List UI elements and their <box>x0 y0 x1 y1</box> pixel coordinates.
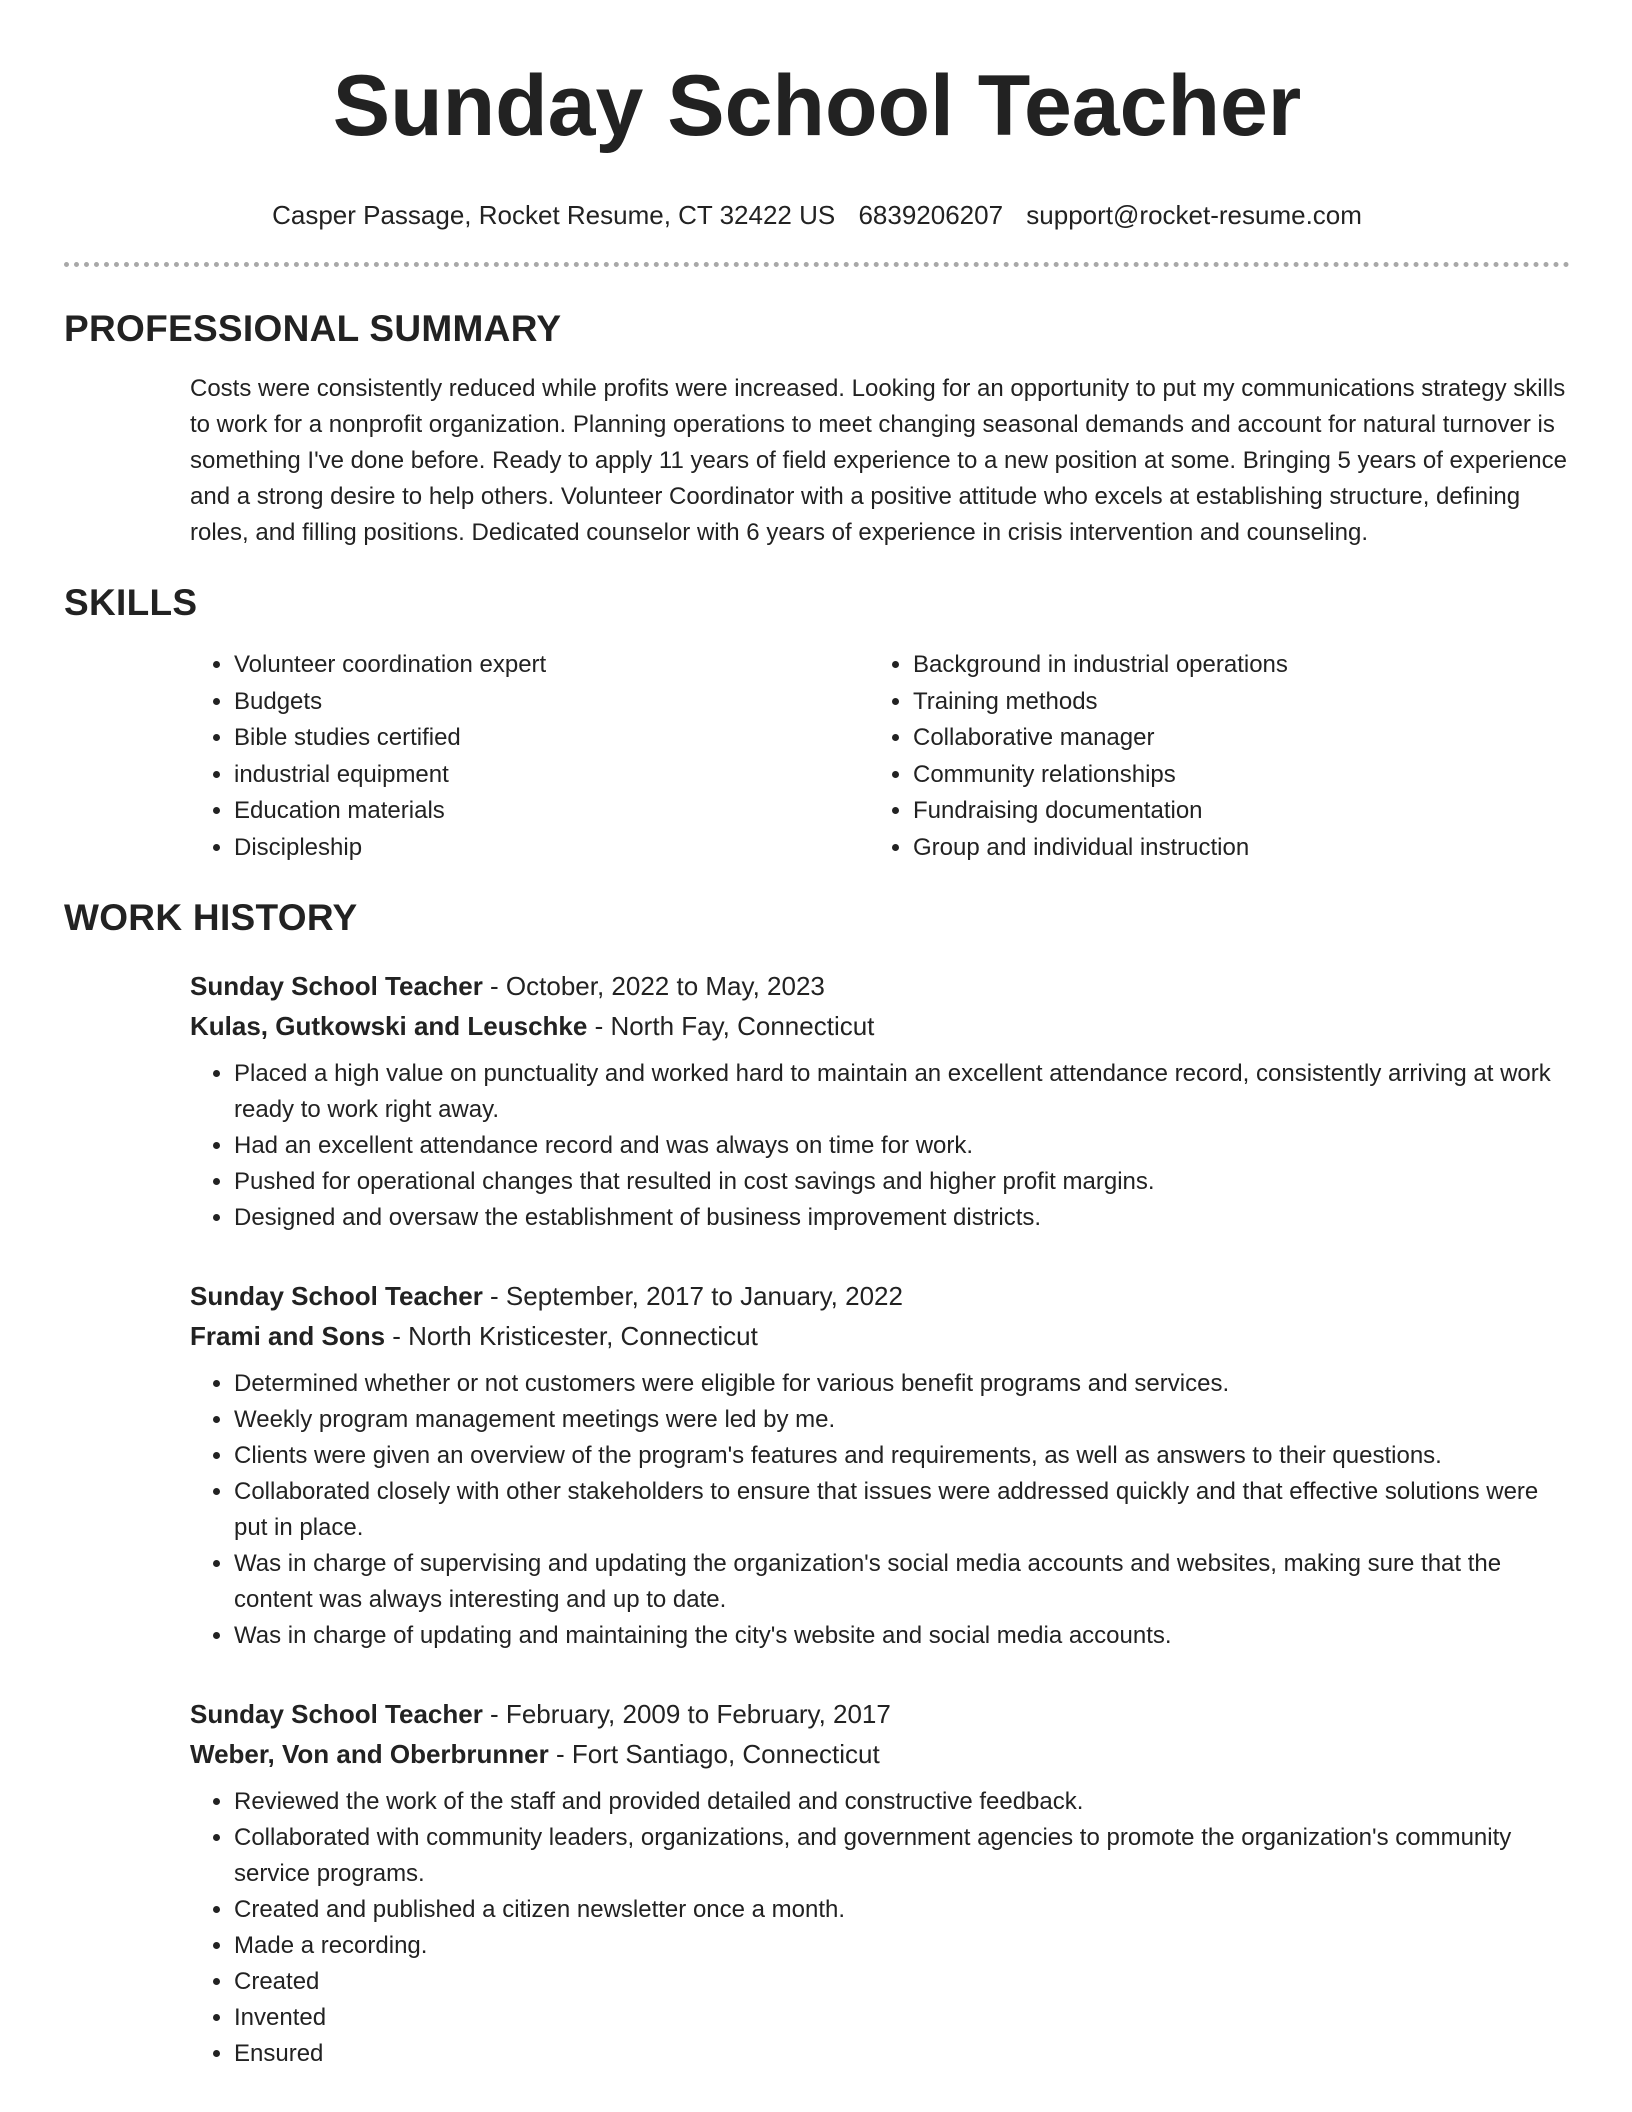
job-bullet: • Made a recording. <box>234 1928 1570 1964</box>
summary-text: Costs were consistently reduced while profits were increased. Looking for an opportunity to put my communications strategy skills to work for a nonprofit organization. Planning operations to meet changing seasonal demands and account for natural turnover is something I've done before. Ready to apply 11 years of field experience to a new position at some. Bringing 5 years of experience and a strong desire to help others. Volunteer Coordinator with a positive attitude who excels at establishing structure, defining roles, and filling positions. Dedicated counselor with 6 years of experience in crisis intervention and counseling. <box>190 375 1567 546</box>
job-company: Frami and Sons <box>190 1321 386 1351</box>
job-entry <box>190 966 1570 1236</box>
job-bullet: • Pushed for operational changes that resulted in cost savings and higher profit margins. <box>234 1164 1570 1200</box>
job-bullet: • Determined whether or not customers were eligible for various benefit programs and services. <box>234 1366 1570 1402</box>
candidate-name: Sunday School Teacher <box>332 58 1302 154</box>
skill-item: • Background in industrial operations <box>913 647 1548 684</box>
job-title-line <box>190 966 1570 1006</box>
job-dates: - September, 2017 to January, 2022 <box>482 1281 903 1311</box>
job-bullet: • Clients were given an overview of the program's features and requirements, as well as answers to their questions. <box>234 1438 1570 1474</box>
job-company-line <box>190 1316 1570 1356</box>
job-bullet: • Weekly program management meetings were led by me. <box>234 1402 1570 1438</box>
job-title-line <box>190 1694 1570 1734</box>
skill-item: • Bible studies certified <box>234 720 869 757</box>
skills-heading: SKILLS <box>64 582 198 623</box>
job-location: - North Fay, Connecticut <box>587 1011 875 1041</box>
job-role: Sunday School Teacher <box>190 1699 483 1729</box>
job-dates: - October, 2022 to May, 2023 <box>482 971 825 1001</box>
job-bullet: • Was in charge of supervising and updating the organization's social media accounts and websites, making sure that the content was always interesting and up to date. <box>234 1546 1570 1618</box>
contact-email: support@rocket-resume.com <box>1026 200 1362 230</box>
contact-line <box>64 198 1570 232</box>
job-bullet: • Collaborated closely with other stakeholders to ensure that issues were addressed quickly and that effective solutions were put in place. <box>234 1474 1570 1546</box>
skill-item: • Volunteer coordination expert <box>234 647 869 684</box>
job-bullet: • Had an excellent attendance record and was always on time for work. <box>234 1128 1570 1164</box>
job-bullets <box>190 1366 1570 1654</box>
skill-item: • Education materials <box>234 793 869 830</box>
job-bullet: • Designed and oversaw the establishment of business improvement districts. <box>234 1200 1570 1236</box>
resume-page <box>64 0 1570 2072</box>
job-location: - Fort Santiago, Connecticut <box>548 1739 880 1769</box>
job-bullet: • Ensured <box>234 2036 1570 2072</box>
job-company: Weber, Von and Oberbrunner <box>190 1739 549 1769</box>
skill-item: • industrial equipment <box>234 757 869 794</box>
skill-item: • Group and individual instruction <box>913 830 1548 867</box>
job-bullet: • Created and published a citizen newsletter once a month. <box>234 1892 1570 1928</box>
header-divider <box>64 262 1570 267</box>
skills-list <box>190 647 1570 866</box>
skills-column-left <box>190 647 869 866</box>
job-location: - North Kristicester, Connecticut <box>385 1321 758 1351</box>
job-bullets <box>190 1056 1570 1236</box>
skill-item: • Collaborative manager <box>913 720 1548 757</box>
job-bullet: • Placed a high value on punctuality and worked hard to maintain an excellent attendance record, consistently arriving at work ready to work right away. <box>234 1056 1570 1128</box>
job-bullet: • Collaborated with community leaders, organizations, and government agencies to promote the organization's community service programs. <box>234 1820 1570 1892</box>
contact-address: Casper Passage, Rocket Resume, CT 32422 US <box>272 200 836 230</box>
job-role: Sunday School Teacher <box>190 1281 483 1311</box>
contact-phone: 6839206207 <box>858 200 1004 230</box>
skill-item: • Budgets <box>234 684 869 721</box>
work-history-heading: WORK HISTORY <box>64 897 358 938</box>
skill-item: • Fundraising documentation <box>913 793 1548 830</box>
job-title-line <box>190 1276 1570 1316</box>
job-bullet: • Reviewed the work of the staff and provided detailed and constructive feedback. <box>234 1784 1570 1820</box>
skill-item: • Training methods <box>913 684 1548 721</box>
job-company-line <box>190 1006 1570 1046</box>
job-bullet: • Was in charge of updating and maintaining the city's website and social media accounts. <box>234 1618 1570 1654</box>
skill-item: • Community relationships <box>913 757 1548 794</box>
job-bullet: • Invented <box>234 2000 1570 2036</box>
summary-heading: PROFESSIONAL SUMMARY <box>64 308 562 349</box>
job-role: Sunday School Teacher <box>190 971 483 1001</box>
job-company: Kulas, Gutkowski and Leuschke <box>190 1011 588 1041</box>
skills-column-right <box>869 647 1548 866</box>
job-entry <box>190 1276 1570 1654</box>
job-dates: - February, 2009 to February, 2017 <box>482 1699 891 1729</box>
job-bullets <box>190 1784 1570 2072</box>
job-company-line <box>190 1734 1570 1774</box>
job-bullet: • Created <box>234 1964 1570 2000</box>
job-entry <box>190 1694 1570 2072</box>
skill-item: • Discipleship <box>234 830 869 867</box>
